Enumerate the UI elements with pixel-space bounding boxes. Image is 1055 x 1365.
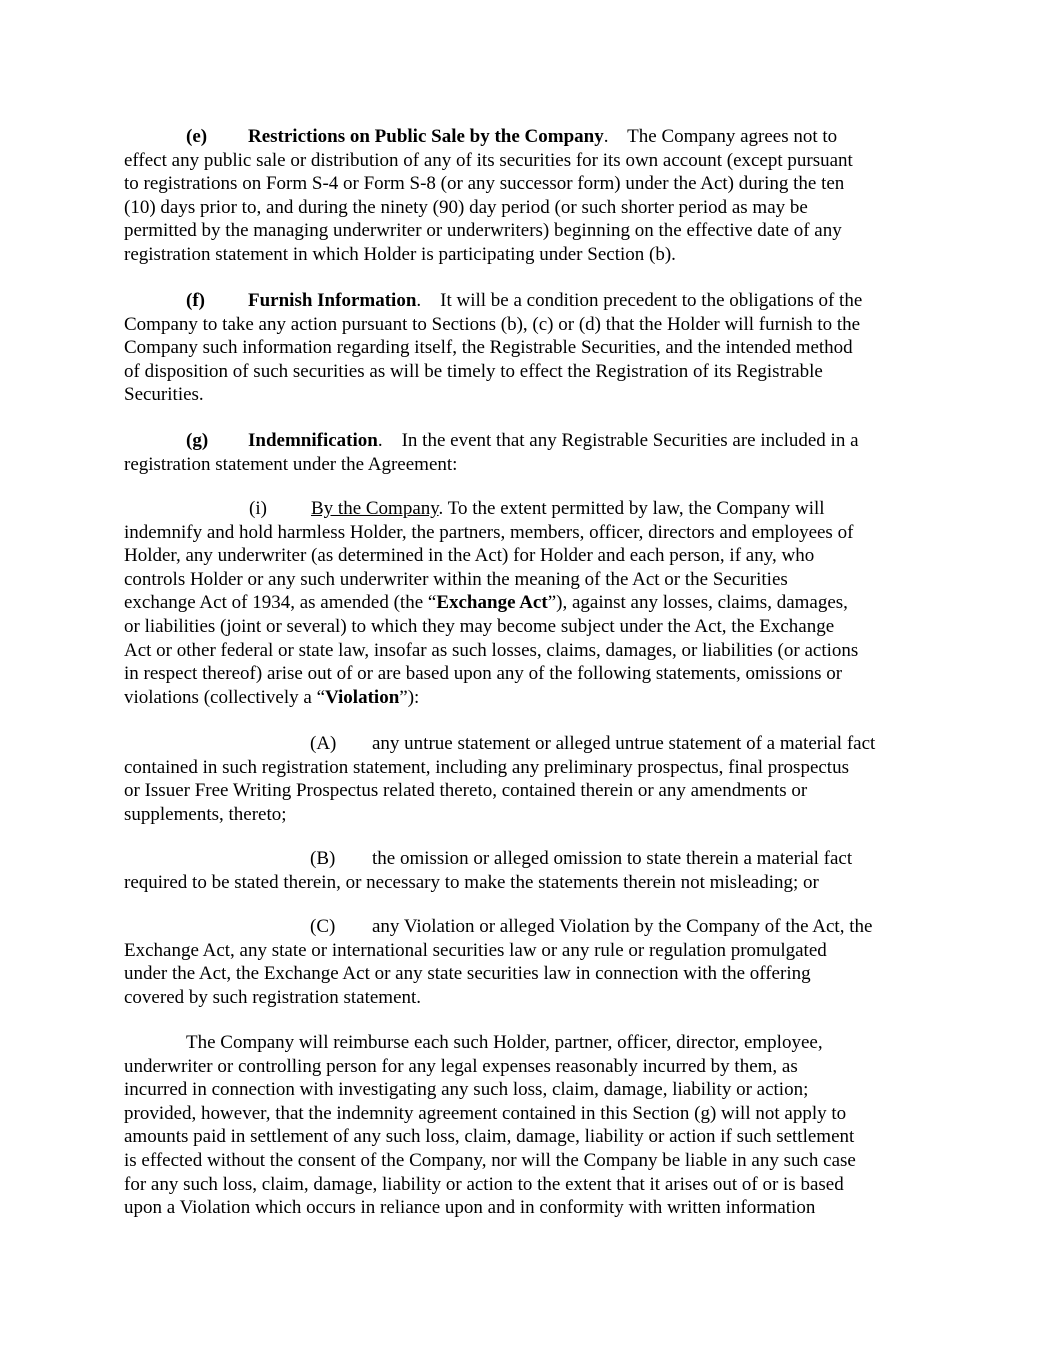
item-b-paragraph: [124, 847, 944, 894]
section-g-line1: In the event that any Registrable Securities are included in a: [401, 430, 859, 451]
subsection-i-line5-post: ”), against any losses, claims, damages,: [547, 592, 848, 614]
section-f-first-line: [124, 289, 944, 313]
reimbursement-line1: The Company will reimburse each such Holder, partner, officer, director, employee,: [186, 1032, 823, 1053]
reimbursement-line8: upon a Violation which occurs in reliance upon and in conformity with written information: [124, 1197, 816, 1219]
reimbursement-line3: incurred in connection with investigating any such loss, claim, damage, liability or action;: [124, 1079, 809, 1101]
item-c-label: (C): [310, 916, 336, 937]
subsection-i-line8: in respect thereof) arise out of or are based upon any of the following statements, omissions or: [124, 663, 843, 685]
section-g-line2: registration statement under the Agreement:: [124, 453, 458, 475]
item-c-line4: covered by such registration statement.: [124, 986, 422, 1008]
reimbursement-line7: for any such loss, claim, damage, liability or action to the extent that it arises out of or is based: [124, 1173, 844, 1195]
section-g-heading: Indemnification: [248, 430, 378, 451]
item-c-line1: any Violation or alleged Violation by the Company of the Act, the: [372, 916, 873, 937]
item-c-line3: under the Act, the Exchange Act or any state securities law in connection with the offering: [124, 963, 811, 985]
section-e-line1: The Company agrees not to: [627, 126, 838, 147]
item-a-line3: or Issuer Free Writing Prospectus related thereto, contained therein or any amendments or: [124, 780, 808, 802]
subsection-i-line9-pre: violations (collectively a “: [124, 686, 326, 708]
violation-term: Violation: [325, 686, 400, 708]
section-f-line3: Company such information regarding itself, the Registrable Securities, and the intended method: [124, 337, 853, 359]
item-b-label: (B): [310, 848, 336, 869]
section-f-label: (f): [186, 290, 205, 311]
section-f-line1: It will be a condition precedent to the obligations of the: [440, 290, 863, 311]
item-b-line1: the omission or alleged omission to state therein a material fact: [372, 848, 853, 869]
subsection-i-line5: [124, 591, 944, 615]
section-f-line4: of disposition of such securities as will be timely to effect the Registration of its Registrable: [124, 360, 823, 382]
section-e-label: (e): [186, 126, 208, 147]
section-f-heading: Furnish Information: [248, 290, 417, 311]
item-c-line2: Exchange Act, any state or international securities law or any rule or regulation promulgated: [124, 939, 827, 961]
subsection-i-first-line: [124, 497, 944, 521]
section-g-label: (g): [186, 430, 209, 451]
item-b-first-line: [124, 847, 944, 871]
item-c-paragraph: [124, 915, 944, 1009]
subsection-i-line3: Holder, any underwriter (as determined in the Act) for Holder and each person, if any, who: [124, 545, 815, 567]
section-e-line4: (10) days prior to, and during the ninety (90) day period (or such shorter period as may be: [124, 196, 808, 218]
section-e-line2: effect any public sale or distribution of any of its securities for its own account (except pursuant: [124, 149, 853, 171]
subsection-i-line9-post: ”):: [399, 686, 420, 708]
reimbursement-line4: provided, however, that the indemnity agreement contained in this Section (g) will not apply to: [124, 1102, 847, 1124]
section-g-first-line: [124, 429, 944, 453]
section-f-heading-punct: .: [416, 290, 422, 311]
item-c-first-line: [124, 915, 944, 939]
subsection-i-line2: indemnify and hold harmless Holder, the partners, members, officer, directors and employees of: [124, 521, 854, 543]
section-f-line5: Securities.: [124, 384, 204, 406]
reimbursement-line2: underwriter or controlling person for any legal expenses reasonably incurred by them, as: [124, 1055, 798, 1077]
item-a-first-line: [124, 732, 944, 756]
subsection-i-label: (i): [249, 498, 267, 519]
section-e-paragraph: [124, 125, 944, 267]
section-e-line5: permitted by the managing underwriter or underwriters) beginning on the effective date of any: [124, 220, 842, 242]
section-f-paragraph: [124, 289, 944, 407]
subsection-i-line6: or liabilities (joint or several) to which they may become subject under the Act, the Exchange: [124, 615, 835, 637]
section-e-first-line: [124, 125, 944, 149]
exchange-act-term: Exchange Act: [436, 592, 548, 614]
reimbursement-paragraph: [124, 1031, 944, 1220]
subsection-i-line1: . To the extent permitted by law, the Company will: [438, 498, 825, 519]
section-e-line3: to registrations on Form S-4 or Form S-8 (or any successor form) under the Act) during the ten: [124, 173, 845, 195]
reimbursement-line5: amounts paid in settlement of any such loss, claim, damage, liability or action if such settlement: [124, 1126, 855, 1148]
section-e-heading-punct: .: [603, 126, 609, 147]
item-a-line2: contained in such registration statement, including any preliminary prospectus, final prospectus: [124, 756, 849, 778]
section-g-heading-punct: .: [377, 430, 383, 451]
subsection-i-line7: Act or other federal or state law, insofar as such losses, claims, damages, or liabilities (or actions: [124, 639, 859, 661]
reimbursement-line6: is effected without the consent of the Company, nor will the Company be liable in any such case: [124, 1149, 856, 1171]
subsection-i-heading: By the Company: [311, 498, 439, 519]
subsection-i-line5-pre: exchange Act of 1934, as amended (the “: [124, 592, 437, 614]
item-a-label: (A): [310, 733, 337, 754]
subsection-i-line4: controls Holder or any such underwriter within the meaning of the Act or the Securities: [124, 568, 788, 590]
section-f-line2: Company to take any action pursuant to Sections (b), (c) or (d) that the Holder will furnish to the: [124, 313, 861, 335]
section-g-paragraph: [124, 429, 944, 476]
item-a-paragraph: [124, 732, 944, 826]
section-e-heading: Restrictions on Public Sale by the Company: [248, 126, 604, 147]
section-e-line6: registration statement in which Holder is participating under Section (b).: [124, 243, 676, 265]
item-b-line2: required to be stated therein, or necessary to make the statements therein not misleading; or: [124, 871, 819, 893]
item-a-line1: any untrue statement or alleged untrue statement of a material fact: [372, 733, 876, 754]
subsection-i-line9: [124, 686, 944, 710]
item-a-line4: supplements, thereto;: [124, 803, 287, 825]
subsection-i-paragraph: [124, 497, 944, 709]
